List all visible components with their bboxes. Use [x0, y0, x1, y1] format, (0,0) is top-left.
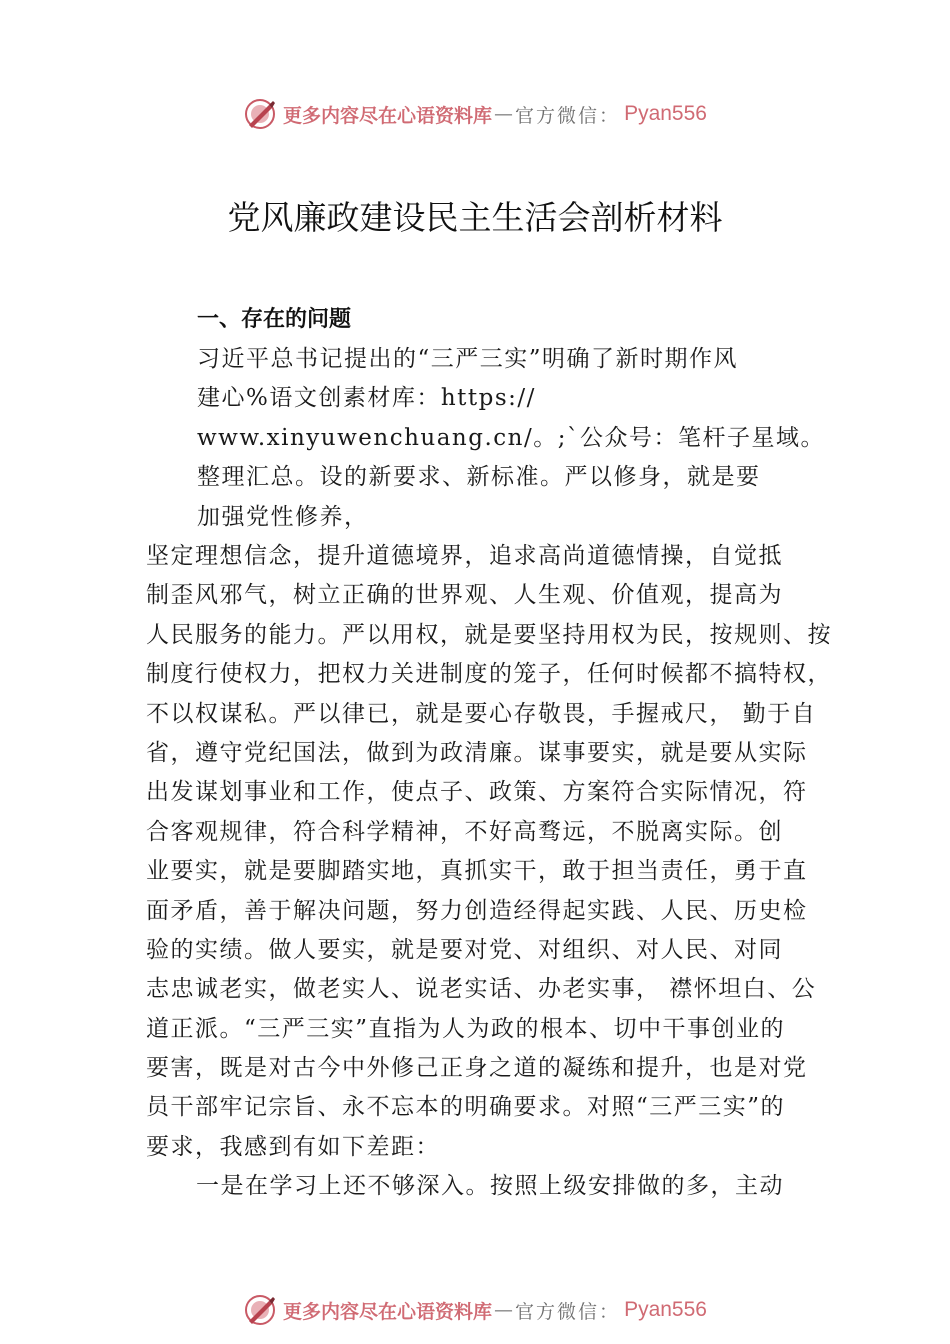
- text-line: 验的实绩。做人要实，就是要对党、对组织、对人民、对同: [146, 936, 783, 963]
- pen-logo-icon: [243, 97, 277, 131]
- header-banner: [0, 94, 950, 134]
- text-line: 道正派。“三严三实”直指为人为政的根本、切中干事创业的: [146, 1015, 786, 1042]
- text-line: 人民服务的能力。严以用权，就是要坚持用权为民，按规则、按: [146, 621, 832, 648]
- footer-dash: —: [494, 1299, 514, 1321]
- text-line: 合客观规律，符合科学精神，不好高骛远，不脱离实际。创: [146, 818, 783, 845]
- text-line: 制歪风邪气，树立正确的世界观、人生观、价值观，提高为: [146, 582, 783, 609]
- text-line: www.xinyuwenchuang.cn/。;`公众号：笔杆子星域。: [197, 424, 825, 451]
- text-line: 要求，我感到有如下差距：: [146, 1133, 440, 1160]
- header-wechat-label: 官方微信：: [515, 104, 621, 127]
- intro-paragraph: [197, 340, 837, 537]
- footer-banner: [0, 1290, 950, 1330]
- text-line: 一是在学习上还不够深入。按照上级安排做的多，主动: [196, 1173, 784, 1200]
- body-paragraph: [146, 537, 832, 1207]
- footer-wechat-id: Pyan556: [624, 1298, 707, 1321]
- header-dash: —: [494, 103, 514, 125]
- text-line: 坚定理想信念，提升道德境界，追求高尚道德情操，自觉抵: [146, 543, 783, 569]
- text-line: 不以权谋私。严以律已，就是要心存敬畏，手握戒尺， 勤于自: [146, 700, 817, 727]
- text-line: 制度行使权力，把权力关进制度的笼子，任何时候都不搞特权，: [146, 661, 832, 688]
- header-wechat-id: Pyan556: [624, 102, 707, 125]
- text-line: 业要实，就是要脚踏实地，真抓实干，敢于担当责任，勇于直: [146, 858, 808, 885]
- text-line: 出发谋划事业和工作，使点子、政策、方案符合实际情况，符: [146, 779, 808, 806]
- header-brand-text: 更多内容尽在心语资料库: [283, 104, 493, 127]
- text-line: 面矛盾，善于解决问题，努力创造经得起实践、人民、历史检: [146, 897, 808, 924]
- text-line: 省，遵守党纪国法，做到为政清廉。谋事要实，就是要从实际: [146, 739, 808, 766]
- text-line: 加强党性修养，: [197, 503, 369, 530]
- document-title: 党风廉政建设民主生活会剖析材料: [227, 198, 723, 237]
- footer-wechat-label: 官方微信：: [515, 1300, 621, 1323]
- text-line: 建心%语文创素材库：https://: [197, 385, 536, 412]
- text-line: 整理汇总。设的新要求、新标准。严以修身，就是要: [197, 464, 761, 491]
- text-line: 习近平总书记提出的“三严三实”明确了新时期作风: [197, 346, 739, 372]
- text-line: 要害，既是对古今中外修己正身之道的凝练和提升，也是对党: [146, 1055, 808, 1082]
- section-heading: 一、存在的问题: [197, 307, 352, 332]
- text-line: 员干部牢记宗旨、永不忘本的明确要求。对照“三严三实”的: [146, 1094, 786, 1121]
- pen-logo-icon: [243, 1293, 277, 1327]
- footer-brand-text: 更多内容尽在心语资料库: [283, 1300, 493, 1323]
- text-line: 志忠诚老实，做老实人、说老实话、办老实事， 襟怀坦白、公: [146, 976, 817, 1003]
